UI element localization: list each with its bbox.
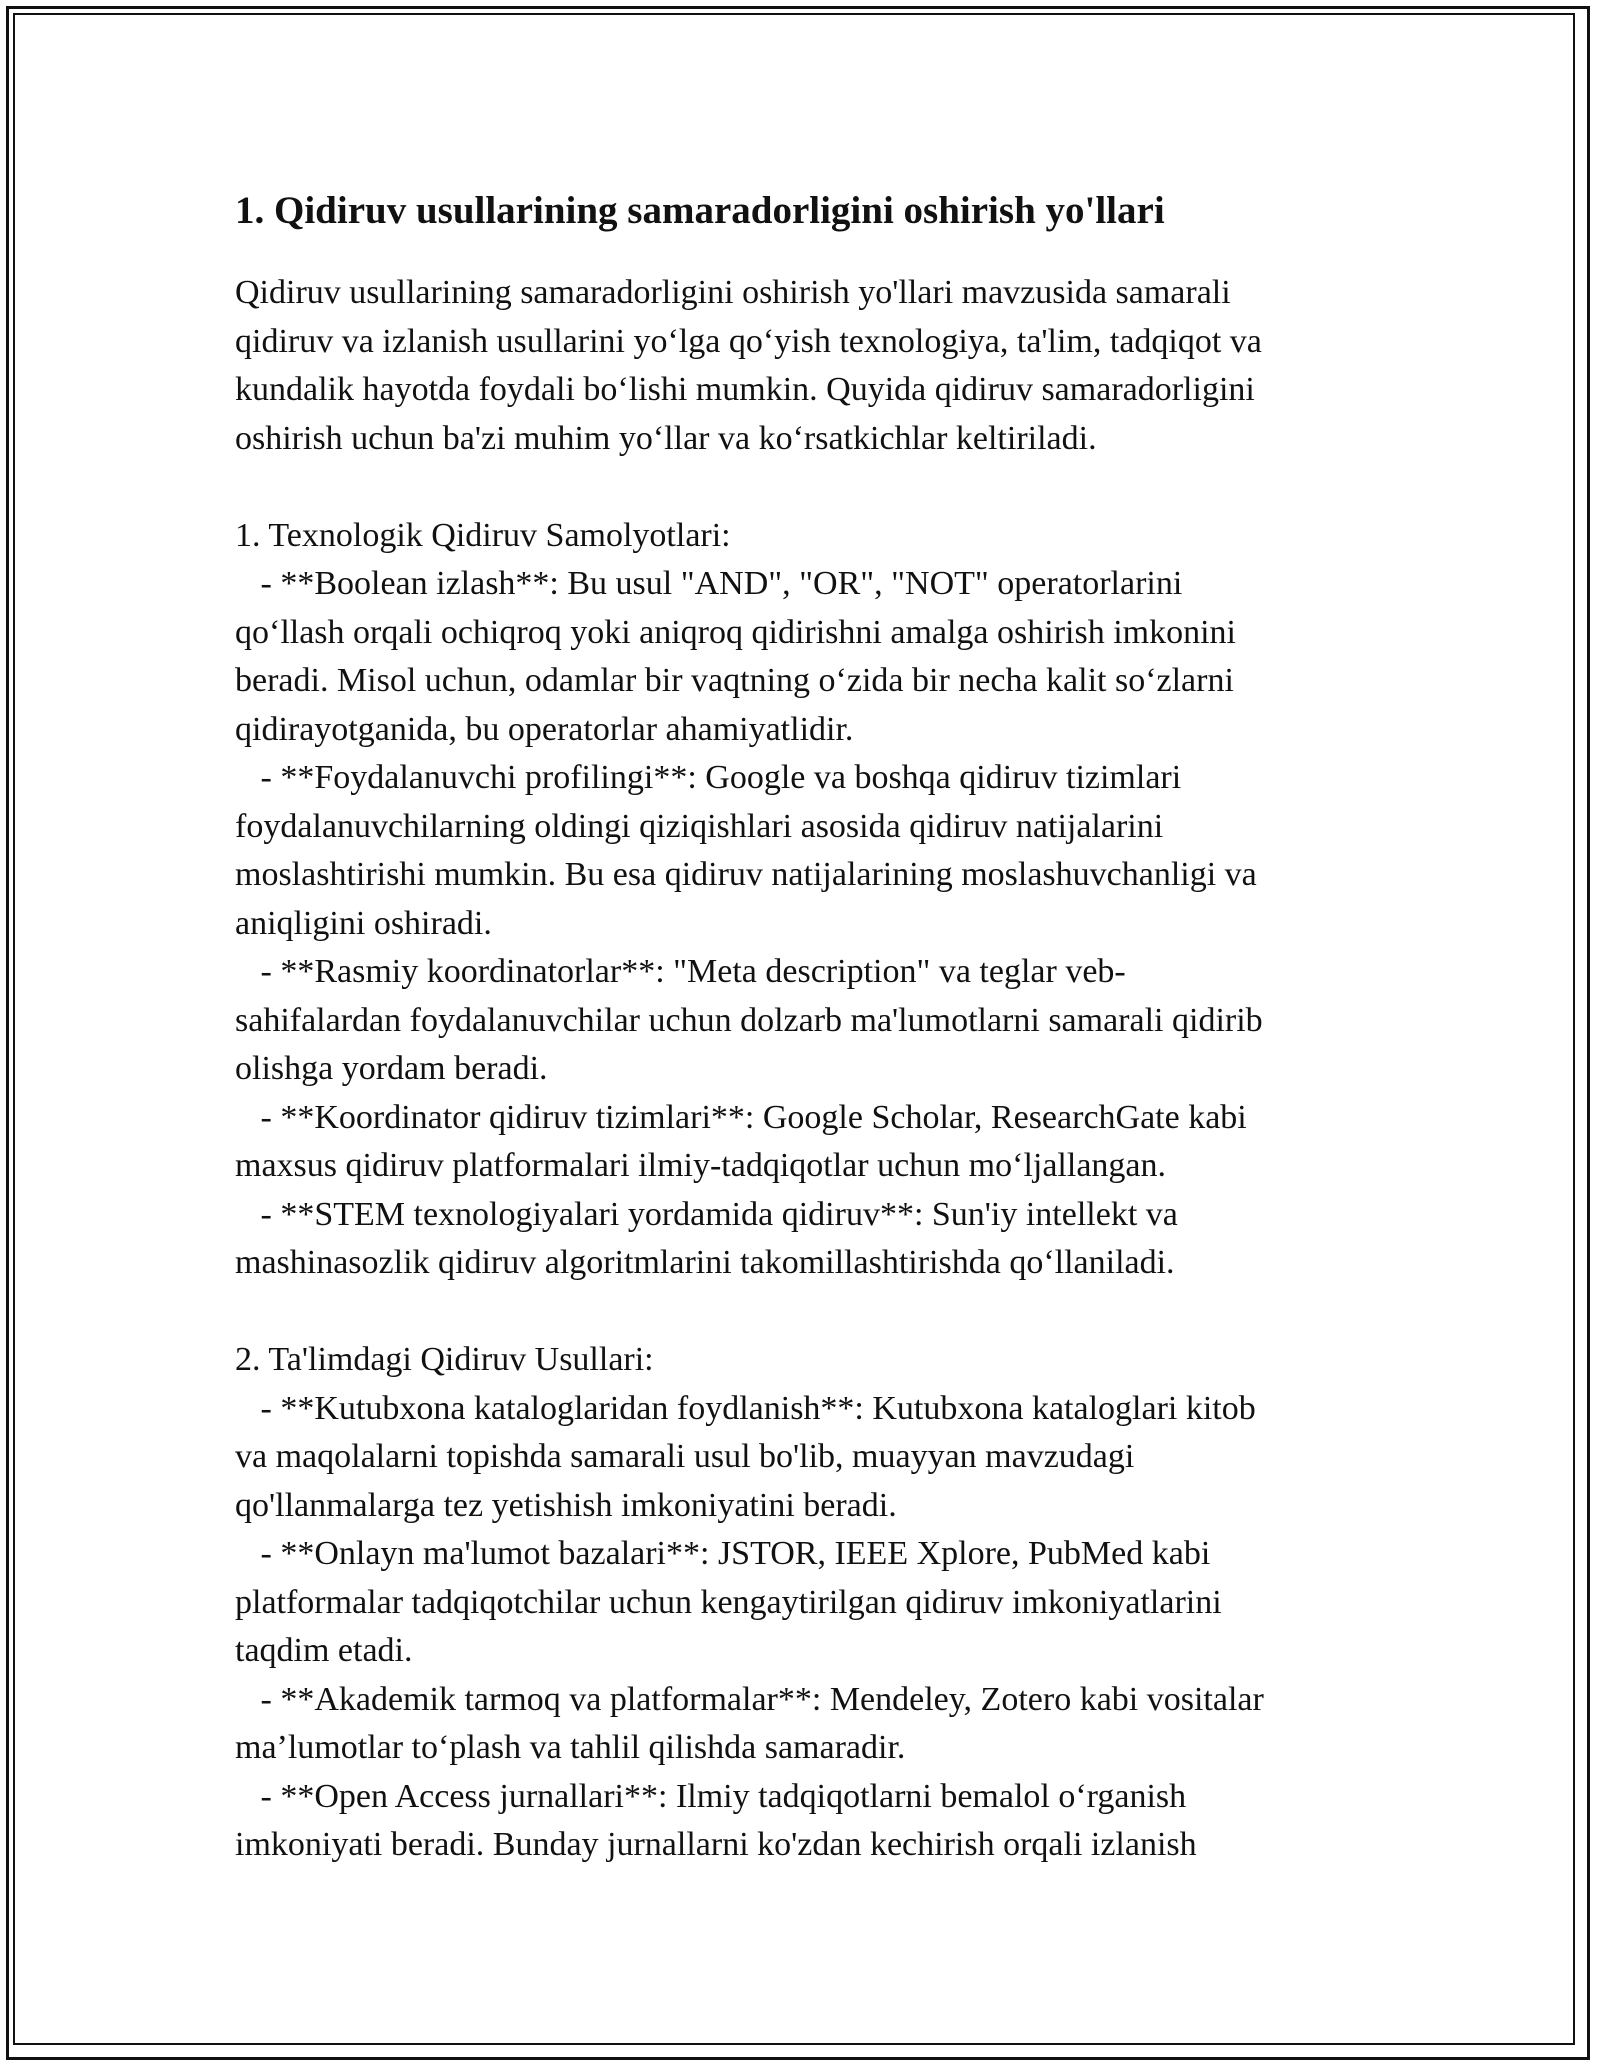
section1-line: olishga yordam beradi. [235, 1050, 548, 1087]
section2-line: ma’lumotlar to‘plash va tahlil qilishda samaradir. [235, 1729, 906, 1766]
section1-line: qidirayotganida, bu operatorlar ahamiyatlidir. [235, 710, 854, 748]
blank-line [235, 1288, 1365, 1337]
section1-line: beradi. Misol uchun, odamlar bir vaqtning o‘zida bir necha kalit so‘zlarni [235, 662, 1234, 699]
section1-line: qo‘llash orqali ochiqroq yoki aniqroq qidirishni amalga oshirish imkonini [235, 613, 1236, 651]
intro-line: qidiruv va izlanish usullarini yo‘lga qo‘yish texnologiya, ta'lim, tadqiqot va [235, 322, 1262, 360]
intro-paragraph [235, 269, 1365, 1870]
document-body [235, 185, 1365, 1870]
section-heading-education: 2. Ta'limdagi Qidiruv Usullari: [235, 1341, 654, 1378]
section2-line: taqdim etadi. [235, 1632, 413, 1669]
section1-line: aniqligini oshiradi. [235, 904, 492, 942]
section2-line: - **Open Access jurnallari**: Ilmiy tadqiqotlarni bemalol o‘rganish [235, 1777, 1187, 1815]
section1-line: sahifalardan foydalanuvchilar uchun dolzarb ma'lumotlarni samarali qidirib [235, 1001, 1263, 1039]
section2-line: qo'llanmalarga tez yetishish imkoniyatini beradi. [235, 1486, 897, 1524]
section2-line: - **Akademik tarmoq va platformalar**: Mendeley, Zotero kabi vositalar [235, 1680, 1264, 1718]
section1-line: - **Rasmiy koordinatorlar**: "Meta description" va teglar veb- [235, 953, 1126, 990]
intro-line: kundalik hayotda foydali bo‘lishi mumkin. Quyida qidiruv samaradorligini [235, 371, 1255, 408]
section2-line: va maqolalarni topishda samarali usul bo'lib, muayyan mavzudagi [235, 1438, 1135, 1475]
intro-line: Qidiruv usullarining samaradorligini oshirish yo'llari mavzusida samarali [235, 274, 1231, 311]
section1-line: - **Foydalanuvchi profilingi**: Google va boshqa qidiruv tizimlari [235, 759, 1182, 796]
section1-line: foydalanuvchilarning oldingi qiziqishlari asosida qidiruv natijalarini [235, 807, 1164, 845]
document-title: 1. Qidiruv usullarining samaradorligini oshirish yo'llari [235, 189, 1165, 232]
section1-line: mashinasozlik qidiruv algoritmlarini takomillashtirishda qo‘llaniladi. [235, 1244, 1175, 1281]
section1-line: moslashtirishi mumkin. Bu esa qidiruv natijalarining moslashuvchanligi va [235, 856, 1257, 893]
section1-line: - **Boolean izlash**: Bu usul "AND", "OR", "NOT" operatorlarini [235, 565, 1183, 602]
section-heading-technology: 1. Texnologik Qidiruv Samolyotlari: [235, 516, 731, 554]
section2-line: imkoniyati beradi. Bunday jurnallarni ko'zdan kechirish orqali izlanish [235, 1826, 1197, 1863]
section1-line: - **Koordinator qidiruv tizimlari**: Google Scholar, ResearchGate kabi [235, 1098, 1247, 1136]
section1-line: maxsus qidiruv platformalari ilmiy-tadqiqotlar uchun mo‘ljallangan. [235, 1147, 1166, 1184]
section2-line: platformalar tadqiqotchilar uchun kengaytirilgan qidiruv imkoniyatlarini [235, 1583, 1222, 1621]
section1-line: - **STEM texnologiyalari yordamida qidiruv**: Sun'iy intellekt va [235, 1195, 1178, 1233]
intro-line: oshirish uchun ba'zi muhim yo‘llar va ko‘rsatkichlar keltiriladi. [235, 419, 1097, 457]
section2-line: - **Kutubxona kataloglaridan foydlanish**: Kutubxona kataloglari kitob [235, 1389, 1256, 1427]
blank-line [235, 463, 1365, 512]
section2-line: - **Onlayn ma'lumot bazalari**: JSTOR, IEEE Xplore, PubMed kabi [235, 1535, 1211, 1572]
